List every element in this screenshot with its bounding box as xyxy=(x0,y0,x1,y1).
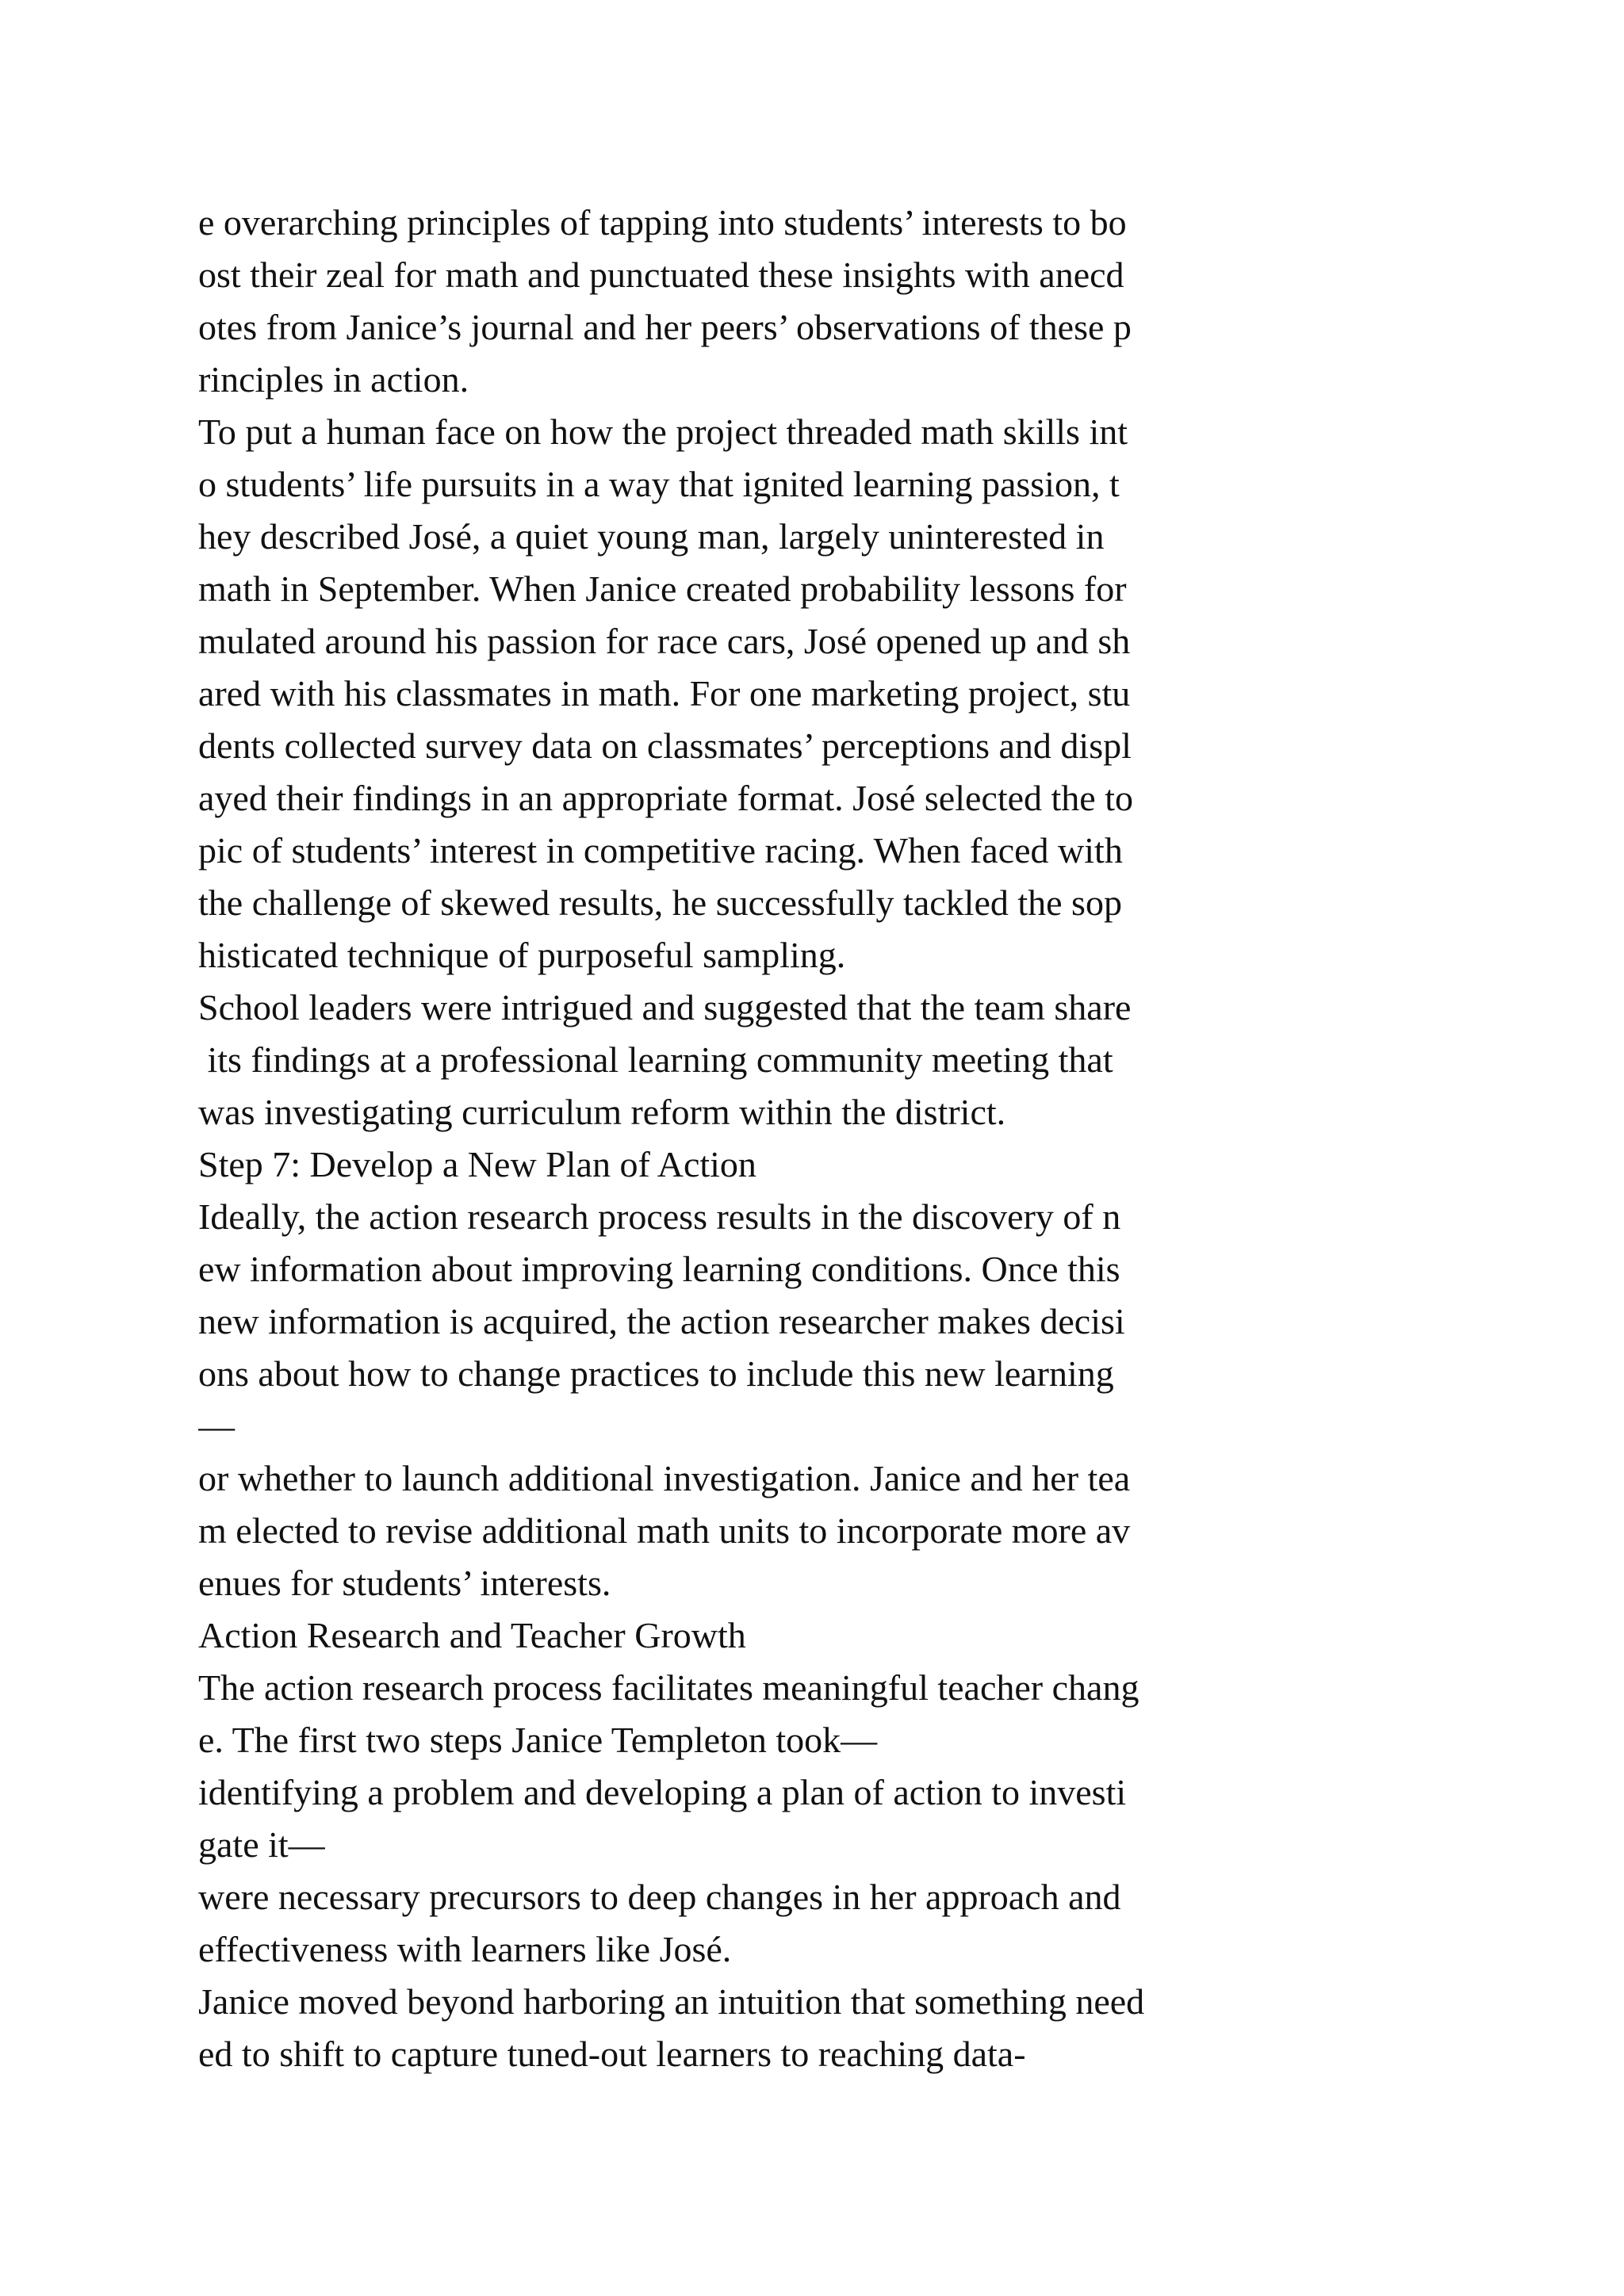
text-line: its findings at a professional learning community meeting that xyxy=(198,1039,1113,1080)
text-line: ayed their findings in an appropriate format. José selected the to xyxy=(198,778,1133,818)
text-line: ons about how to change practices to include this new learning xyxy=(198,1353,1114,1394)
text-line: math in September. When Janice created probability lessons for xyxy=(198,568,1127,609)
text-line: o students’ life pursuits in a way that ignited learning passion, t xyxy=(198,464,1120,504)
text-line: pic of students’ interest in competitive racing. When faced with xyxy=(198,830,1123,871)
text-line: was investigating curriculum reform within the district. xyxy=(198,1092,1006,1132)
text-line: e. The first two steps Janice Templeton took— xyxy=(198,1720,878,1760)
text-line: the challenge of skewed results, he successfully tackled the sop xyxy=(198,882,1122,923)
text-line: ew information about improving learning conditions. Once this xyxy=(198,1249,1120,1289)
text-line: new information is acquired, the action researcher makes decisi xyxy=(198,1301,1125,1341)
text-line: dents collected survey data on classmates’ perceptions and displ xyxy=(198,725,1132,766)
text-line: ost their zeal for math and punctuated these insights with anecd xyxy=(198,254,1124,295)
text-line: enues for students’ interests. xyxy=(198,1563,611,1603)
text-line: — xyxy=(198,1406,235,1446)
text-line: To put a human face on how the project threaded math skills int xyxy=(198,411,1128,452)
text-line: ared with his classmates in math. For one marketing project, stu xyxy=(198,673,1131,714)
text-line: e overarching principles of tapping into students’ interests to bo xyxy=(198,202,1127,243)
text-line: effectiveness with learners like José. xyxy=(198,1929,732,1969)
text-line: gate it— xyxy=(198,1824,325,1865)
text-line: Janice moved beyond harboring an intuition that something need xyxy=(198,1981,1145,2022)
text-line: rinciples in action. xyxy=(198,359,469,400)
text-line: Step 7: Develop a New Plan of Action xyxy=(198,1144,756,1184)
text-line: The action research process facilitates meaningful teacher chang xyxy=(198,1667,1139,1708)
text-line: histicated technique of purposeful sampling. xyxy=(198,935,846,975)
text-line: hey described José, a quiet young man, largely uninterested in xyxy=(198,516,1105,557)
text-line: m elected to revise additional math units to incorporate more av xyxy=(198,1510,1131,1551)
text-line: Ideally, the action research process results in the discovery of n xyxy=(198,1196,1121,1237)
text-line: School leaders were intrigued and suggested that the team share xyxy=(198,987,1132,1027)
text-line: or whether to launch additional investigation. Janice and her tea xyxy=(198,1458,1131,1498)
text-line: Action Research and Teacher Growth xyxy=(198,1615,746,1655)
text-line: mulated around his passion for race cars, José opened up and sh xyxy=(198,621,1131,661)
text-line: otes from Janice’s journal and her peers’ observations of these p xyxy=(198,307,1132,347)
text-line: identifying a problem and developing a plan of action to investi xyxy=(198,1772,1127,1812)
body-text xyxy=(198,197,1451,2080)
text-line: ed to shift to capture tuned-out learners to reaching data- xyxy=(198,2034,1026,2074)
text-line: were necessary precursors to deep changes in her approach and xyxy=(198,1877,1121,1917)
